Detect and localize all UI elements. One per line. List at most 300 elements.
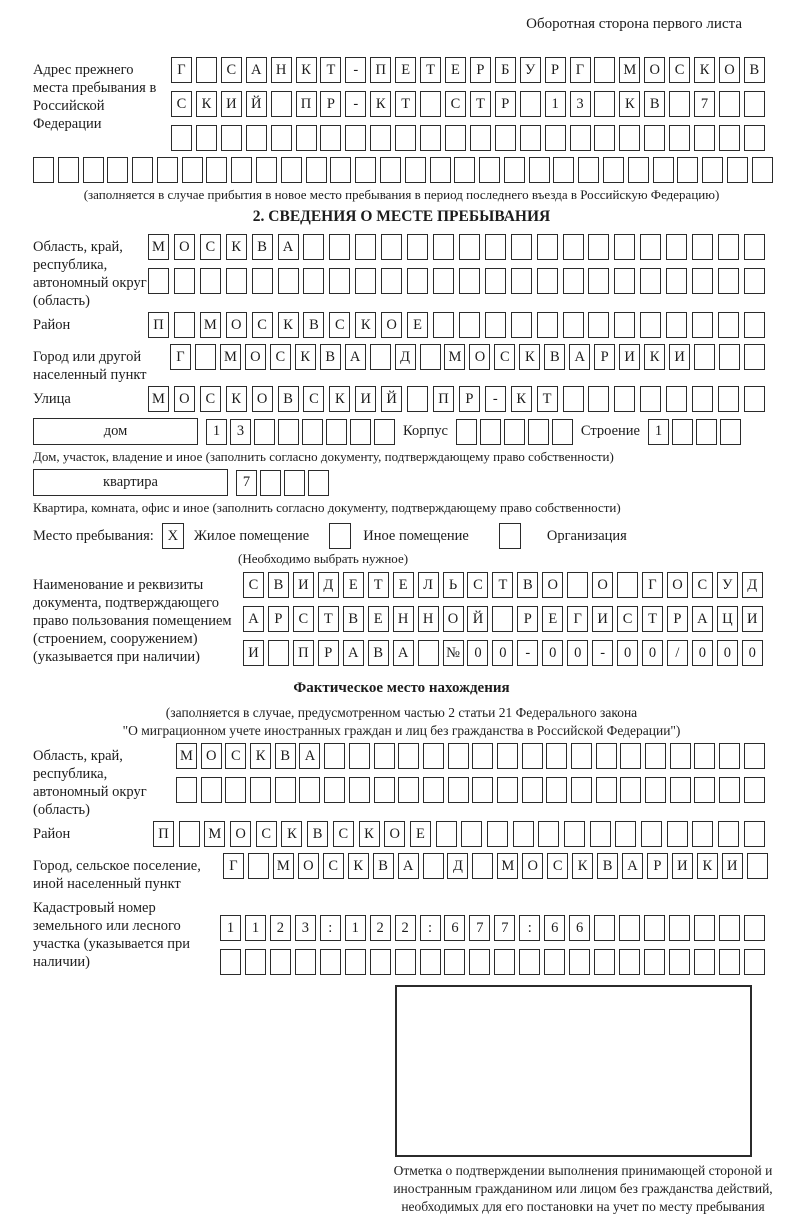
char-cell[interactable]: Т: [420, 57, 441, 83]
char-cell[interactable]: [497, 743, 518, 769]
char-cell[interactable]: В: [268, 572, 289, 598]
char-cell[interactable]: [641, 821, 662, 847]
char-cell[interactable]: [171, 125, 192, 151]
char-cell[interactable]: 2: [370, 915, 391, 941]
char-cell[interactable]: К: [519, 344, 540, 370]
char-cell[interactable]: Т: [395, 91, 416, 117]
char-cell[interactable]: О: [226, 312, 247, 338]
char-cell[interactable]: [479, 157, 500, 183]
char-cell[interactable]: П: [148, 312, 169, 338]
char-cell[interactable]: Р: [320, 91, 341, 117]
char-cell[interactable]: [485, 234, 506, 260]
char-cell[interactable]: [221, 125, 242, 151]
char-cell[interactable]: [174, 268, 195, 294]
char-cell[interactable]: -: [345, 91, 366, 117]
char-cell[interactable]: С: [445, 91, 466, 117]
char-cell[interactable]: [395, 949, 416, 975]
char-cell[interactable]: К: [370, 91, 391, 117]
char-cell[interactable]: [614, 268, 635, 294]
char-cell[interactable]: [231, 157, 252, 183]
char-cell[interactable]: А: [569, 344, 590, 370]
char-cell[interactable]: [752, 157, 773, 183]
char-cell[interactable]: [329, 234, 350, 260]
char-cell[interactable]: [296, 125, 317, 151]
char-cell[interactable]: [355, 234, 376, 260]
char-cell[interactable]: [370, 344, 391, 370]
char-cell[interactable]: 0: [542, 640, 563, 666]
char-cell[interactable]: О: [201, 743, 222, 769]
char-cell[interactable]: Е: [343, 572, 364, 598]
char-cell[interactable]: [433, 312, 454, 338]
char-cell[interactable]: [254, 419, 275, 445]
char-cell[interactable]: [744, 312, 765, 338]
char-cell[interactable]: У: [717, 572, 738, 598]
char-cell[interactable]: Е: [407, 312, 428, 338]
char-cell[interactable]: [744, 777, 765, 803]
char-cell[interactable]: [303, 268, 324, 294]
char-cell[interactable]: С: [333, 821, 354, 847]
char-cell[interactable]: В: [303, 312, 324, 338]
char-cell[interactable]: [528, 419, 549, 445]
char-cell[interactable]: [563, 268, 584, 294]
char-cell[interactable]: [727, 157, 748, 183]
char-cell[interactable]: [302, 419, 323, 445]
char-cell[interactable]: Н: [418, 606, 439, 632]
char-cell[interactable]: П: [153, 821, 174, 847]
char-cell[interactable]: 2: [395, 915, 416, 941]
char-cell[interactable]: [669, 125, 690, 151]
char-cell[interactable]: [702, 157, 723, 183]
char-cell[interactable]: 1: [245, 915, 266, 941]
char-cell[interactable]: С: [494, 344, 515, 370]
char-cell[interactable]: [494, 949, 515, 975]
char-cell[interactable]: 1: [206, 419, 227, 445]
char-cell[interactable]: С: [303, 386, 324, 412]
char-cell[interactable]: [504, 157, 525, 183]
char-cell[interactable]: [433, 268, 454, 294]
char-cell[interactable]: К: [697, 853, 718, 879]
char-cell[interactable]: :: [420, 915, 441, 941]
char-cell[interactable]: [245, 949, 266, 975]
char-cell[interactable]: 7: [494, 915, 515, 941]
char-cell[interactable]: [719, 743, 740, 769]
char-cell[interactable]: 0: [742, 640, 763, 666]
char-cell[interactable]: [628, 157, 649, 183]
char-cell[interactable]: [666, 234, 687, 260]
char-cell[interactable]: К: [196, 91, 217, 117]
char-cell[interactable]: В: [373, 853, 394, 879]
char-cell[interactable]: А: [243, 606, 264, 632]
char-cell[interactable]: [588, 234, 609, 260]
char-cell[interactable]: П: [433, 386, 454, 412]
char-cell[interactable]: [370, 949, 391, 975]
char-cell[interactable]: [571, 743, 592, 769]
char-cell[interactable]: [538, 821, 559, 847]
char-cell[interactable]: К: [511, 386, 532, 412]
char-cell[interactable]: №: [443, 640, 464, 666]
char-cell[interactable]: Е: [393, 572, 414, 598]
char-cell[interactable]: [653, 157, 674, 183]
char-cell[interactable]: [667, 821, 688, 847]
char-cell[interactable]: [324, 777, 345, 803]
char-cell[interactable]: И: [672, 853, 693, 879]
char-cell[interactable]: [670, 743, 691, 769]
char-cell[interactable]: [744, 234, 765, 260]
char-cell[interactable]: [252, 268, 273, 294]
char-cell[interactable]: [644, 125, 665, 151]
char-cell[interactable]: А: [246, 57, 267, 83]
char-cell[interactable]: [398, 777, 419, 803]
char-cell[interactable]: 2: [270, 915, 291, 941]
char-cell[interactable]: [418, 640, 439, 666]
char-cell[interactable]: [220, 949, 241, 975]
char-cell[interactable]: О: [384, 821, 405, 847]
char-cell[interactable]: [350, 419, 371, 445]
char-cell[interactable]: А: [345, 344, 366, 370]
char-cell[interactable]: [495, 125, 516, 151]
char-cell[interactable]: [395, 125, 416, 151]
char-cell[interactable]: [469, 949, 490, 975]
char-cell[interactable]: [511, 268, 532, 294]
char-cell[interactable]: 1: [648, 419, 669, 445]
char-cell[interactable]: Й: [467, 606, 488, 632]
char-cell[interactable]: [433, 234, 454, 260]
char-cell[interactable]: М: [619, 57, 640, 83]
char-cell[interactable]: [563, 234, 584, 260]
char-cell[interactable]: [374, 419, 395, 445]
char-cell[interactable]: Р: [268, 606, 289, 632]
char-cell[interactable]: 0: [617, 640, 638, 666]
char-cell[interactable]: [271, 91, 292, 117]
char-cell[interactable]: М: [204, 821, 225, 847]
char-cell[interactable]: [694, 743, 715, 769]
char-cell[interactable]: [719, 949, 740, 975]
char-cell[interactable]: М: [200, 312, 221, 338]
char-cell[interactable]: С: [221, 57, 242, 83]
char-cell[interactable]: М: [176, 743, 197, 769]
char-cell[interactable]: [718, 268, 739, 294]
char-cell[interactable]: К: [226, 386, 247, 412]
char-cell[interactable]: [260, 470, 281, 496]
char-cell[interactable]: [619, 915, 640, 941]
char-cell[interactable]: С: [547, 853, 568, 879]
char-cell[interactable]: [179, 821, 200, 847]
char-cell[interactable]: К: [644, 344, 665, 370]
char-cell[interactable]: [522, 777, 543, 803]
char-cell[interactable]: [545, 125, 566, 151]
char-cell[interactable]: [107, 157, 128, 183]
char-cell[interactable]: [594, 125, 615, 151]
char-cell[interactable]: Е: [410, 821, 431, 847]
char-cell[interactable]: [148, 268, 169, 294]
char-cell[interactable]: С: [256, 821, 277, 847]
char-cell[interactable]: [594, 949, 615, 975]
char-cell[interactable]: [520, 91, 541, 117]
char-cell[interactable]: Г: [170, 344, 191, 370]
stay-type-checkbox-dwelling[interactable]: X: [162, 523, 184, 549]
char-cell[interactable]: [720, 419, 741, 445]
char-cell[interactable]: [596, 777, 617, 803]
char-cell[interactable]: [329, 268, 350, 294]
char-cell[interactable]: М: [273, 853, 294, 879]
char-cell[interactable]: [182, 157, 203, 183]
char-cell[interactable]: 0: [692, 640, 713, 666]
char-cell[interactable]: [497, 777, 518, 803]
char-cell[interactable]: [349, 743, 370, 769]
char-cell[interactable]: [407, 386, 428, 412]
char-cell[interactable]: С: [243, 572, 264, 598]
char-cell[interactable]: А: [299, 743, 320, 769]
char-cell[interactable]: Г: [223, 853, 244, 879]
char-cell[interactable]: О: [443, 606, 464, 632]
char-cell[interactable]: И: [592, 606, 613, 632]
char-cell[interactable]: [694, 125, 715, 151]
char-cell[interactable]: [692, 312, 713, 338]
char-cell[interactable]: [744, 743, 765, 769]
char-cell[interactable]: [669, 91, 690, 117]
char-cell[interactable]: [696, 419, 717, 445]
char-cell[interactable]: Н: [393, 606, 414, 632]
char-cell[interactable]: Н: [271, 57, 292, 83]
char-cell[interactable]: А: [393, 640, 414, 666]
char-cell[interactable]: [615, 821, 636, 847]
char-cell[interactable]: 7: [469, 915, 490, 941]
char-cell[interactable]: [552, 419, 573, 445]
char-cell[interactable]: [569, 949, 590, 975]
char-cell[interactable]: [33, 157, 54, 183]
char-cell[interactable]: [420, 949, 441, 975]
char-cell[interactable]: [195, 344, 216, 370]
char-cell[interactable]: [472, 853, 493, 879]
char-cell[interactable]: [326, 419, 347, 445]
char-cell[interactable]: [461, 821, 482, 847]
char-cell[interactable]: К: [295, 344, 316, 370]
char-cell[interactable]: К: [694, 57, 715, 83]
char-cell[interactable]: [544, 949, 565, 975]
char-cell[interactable]: [529, 157, 550, 183]
char-cell[interactable]: [320, 949, 341, 975]
char-cell[interactable]: В: [320, 344, 341, 370]
char-cell[interactable]: Р: [318, 640, 339, 666]
char-cell[interactable]: К: [250, 743, 271, 769]
char-cell[interactable]: [588, 312, 609, 338]
char-cell[interactable]: :: [320, 915, 341, 941]
char-cell[interactable]: У: [520, 57, 541, 83]
char-cell[interactable]: С: [669, 57, 690, 83]
char-cell[interactable]: [617, 572, 638, 598]
char-cell[interactable]: Р: [594, 344, 615, 370]
char-cell[interactable]: [345, 949, 366, 975]
char-cell[interactable]: [58, 157, 79, 183]
char-cell[interactable]: Ц: [717, 606, 738, 632]
char-cell[interactable]: 0: [642, 640, 663, 666]
char-cell[interactable]: О: [230, 821, 251, 847]
char-cell[interactable]: В: [307, 821, 328, 847]
char-cell[interactable]: [295, 949, 316, 975]
char-cell[interactable]: Г: [567, 606, 588, 632]
char-cell[interactable]: [407, 234, 428, 260]
char-cell[interactable]: И: [722, 853, 743, 879]
char-cell[interactable]: О: [667, 572, 688, 598]
char-cell[interactable]: [744, 268, 765, 294]
char-cell[interactable]: Т: [318, 606, 339, 632]
char-cell[interactable]: В: [644, 91, 665, 117]
char-cell[interactable]: [692, 234, 713, 260]
char-cell[interactable]: Р: [545, 57, 566, 83]
char-cell[interactable]: [719, 344, 740, 370]
char-cell[interactable]: [666, 386, 687, 412]
char-cell[interactable]: И: [355, 386, 376, 412]
char-cell[interactable]: [430, 157, 451, 183]
char-cell[interactable]: [666, 312, 687, 338]
char-cell[interactable]: [719, 915, 740, 941]
char-cell[interactable]: 7: [694, 91, 715, 117]
char-cell[interactable]: В: [544, 344, 565, 370]
char-cell[interactable]: [281, 157, 302, 183]
char-cell[interactable]: М: [497, 853, 518, 879]
char-cell[interactable]: С: [225, 743, 246, 769]
char-cell[interactable]: А: [692, 606, 713, 632]
char-cell[interactable]: С: [329, 312, 350, 338]
char-cell[interactable]: И: [293, 572, 314, 598]
char-cell[interactable]: [423, 777, 444, 803]
char-cell[interactable]: [546, 743, 567, 769]
char-cell[interactable]: [537, 268, 558, 294]
char-cell[interactable]: И: [221, 91, 242, 117]
char-cell[interactable]: Д: [742, 572, 763, 598]
char-cell[interactable]: С: [171, 91, 192, 117]
char-cell[interactable]: [594, 915, 615, 941]
char-cell[interactable]: [672, 419, 693, 445]
char-cell[interactable]: Г: [171, 57, 192, 83]
char-cell[interactable]: [278, 419, 299, 445]
char-cell[interactable]: К: [348, 853, 369, 879]
char-cell[interactable]: Й: [246, 91, 267, 117]
char-cell[interactable]: [694, 949, 715, 975]
char-cell[interactable]: [719, 125, 740, 151]
char-cell[interactable]: [380, 157, 401, 183]
char-cell[interactable]: [570, 125, 591, 151]
char-cell[interactable]: 0: [717, 640, 738, 666]
char-cell[interactable]: [567, 572, 588, 598]
char-cell[interactable]: [132, 157, 153, 183]
char-cell[interactable]: Ь: [443, 572, 464, 598]
char-cell[interactable]: [692, 821, 713, 847]
char-cell[interactable]: Р: [470, 57, 491, 83]
char-cell[interactable]: К: [572, 853, 593, 879]
char-cell[interactable]: [405, 157, 426, 183]
char-cell[interactable]: [174, 312, 195, 338]
char-cell[interactable]: В: [368, 640, 389, 666]
house-box[interactable]: дом: [33, 418, 198, 445]
char-cell[interactable]: [718, 821, 739, 847]
char-cell[interactable]: [492, 606, 513, 632]
char-cell[interactable]: А: [398, 853, 419, 879]
char-cell[interactable]: 0: [567, 640, 588, 666]
char-cell[interactable]: [345, 125, 366, 151]
char-cell[interactable]: П: [370, 57, 391, 83]
char-cell[interactable]: [278, 268, 299, 294]
char-cell[interactable]: О: [174, 234, 195, 260]
char-cell[interactable]: Р: [459, 386, 480, 412]
char-cell[interactable]: С: [323, 853, 344, 879]
char-cell[interactable]: [420, 91, 441, 117]
char-cell[interactable]: -: [517, 640, 538, 666]
char-cell[interactable]: [248, 853, 269, 879]
char-cell[interactable]: [669, 949, 690, 975]
stay-type-checkbox-other[interactable]: [329, 523, 351, 549]
char-cell[interactable]: Д: [447, 853, 468, 879]
char-cell[interactable]: [620, 743, 641, 769]
char-cell[interactable]: [640, 386, 661, 412]
char-cell[interactable]: [299, 777, 320, 803]
char-cell[interactable]: [718, 234, 739, 260]
char-cell[interactable]: [349, 777, 370, 803]
char-cell[interactable]: 0: [467, 640, 488, 666]
char-cell[interactable]: [578, 157, 599, 183]
char-cell[interactable]: И: [669, 344, 690, 370]
char-cell[interactable]: И: [619, 344, 640, 370]
char-cell[interactable]: [596, 743, 617, 769]
char-cell[interactable]: 0: [492, 640, 513, 666]
char-cell[interactable]: Р: [647, 853, 668, 879]
char-cell[interactable]: Е: [368, 606, 389, 632]
char-cell[interactable]: С: [252, 312, 273, 338]
char-cell[interactable]: [225, 777, 246, 803]
char-cell[interactable]: [537, 312, 558, 338]
char-cell[interactable]: [588, 268, 609, 294]
char-cell[interactable]: [420, 125, 441, 151]
char-cell[interactable]: [640, 234, 661, 260]
char-cell[interactable]: [201, 777, 222, 803]
char-cell[interactable]: [196, 57, 217, 83]
char-cell[interactable]: 3: [295, 915, 316, 941]
char-cell[interactable]: М: [148, 234, 169, 260]
char-cell[interactable]: [355, 157, 376, 183]
char-cell[interactable]: О: [245, 344, 266, 370]
char-cell[interactable]: С: [200, 386, 221, 412]
char-cell[interactable]: [692, 268, 713, 294]
char-cell[interactable]: 6: [544, 915, 565, 941]
char-cell[interactable]: И: [243, 640, 264, 666]
char-cell[interactable]: С: [467, 572, 488, 598]
char-cell[interactable]: [694, 344, 715, 370]
char-cell[interactable]: С: [200, 234, 221, 260]
char-cell[interactable]: [176, 777, 197, 803]
char-cell[interactable]: О: [469, 344, 490, 370]
char-cell[interactable]: [640, 268, 661, 294]
char-cell[interactable]: И: [742, 606, 763, 632]
char-cell[interactable]: В: [252, 234, 273, 260]
char-cell[interactable]: [694, 915, 715, 941]
char-cell[interactable]: [456, 419, 477, 445]
char-cell[interactable]: Т: [537, 386, 558, 412]
char-cell[interactable]: Е: [542, 606, 563, 632]
char-cell[interactable]: [640, 312, 661, 338]
char-cell[interactable]: В: [275, 743, 296, 769]
char-cell[interactable]: [485, 268, 506, 294]
char-cell[interactable]: О: [542, 572, 563, 598]
char-cell[interactable]: [381, 268, 402, 294]
char-cell[interactable]: [614, 312, 635, 338]
char-cell[interactable]: [250, 777, 271, 803]
char-cell[interactable]: М: [444, 344, 465, 370]
char-cell[interactable]: [381, 234, 402, 260]
char-cell[interactable]: Д: [318, 572, 339, 598]
char-cell[interactable]: [614, 234, 635, 260]
char-cell[interactable]: Д: [395, 344, 416, 370]
char-cell[interactable]: Р: [517, 606, 538, 632]
